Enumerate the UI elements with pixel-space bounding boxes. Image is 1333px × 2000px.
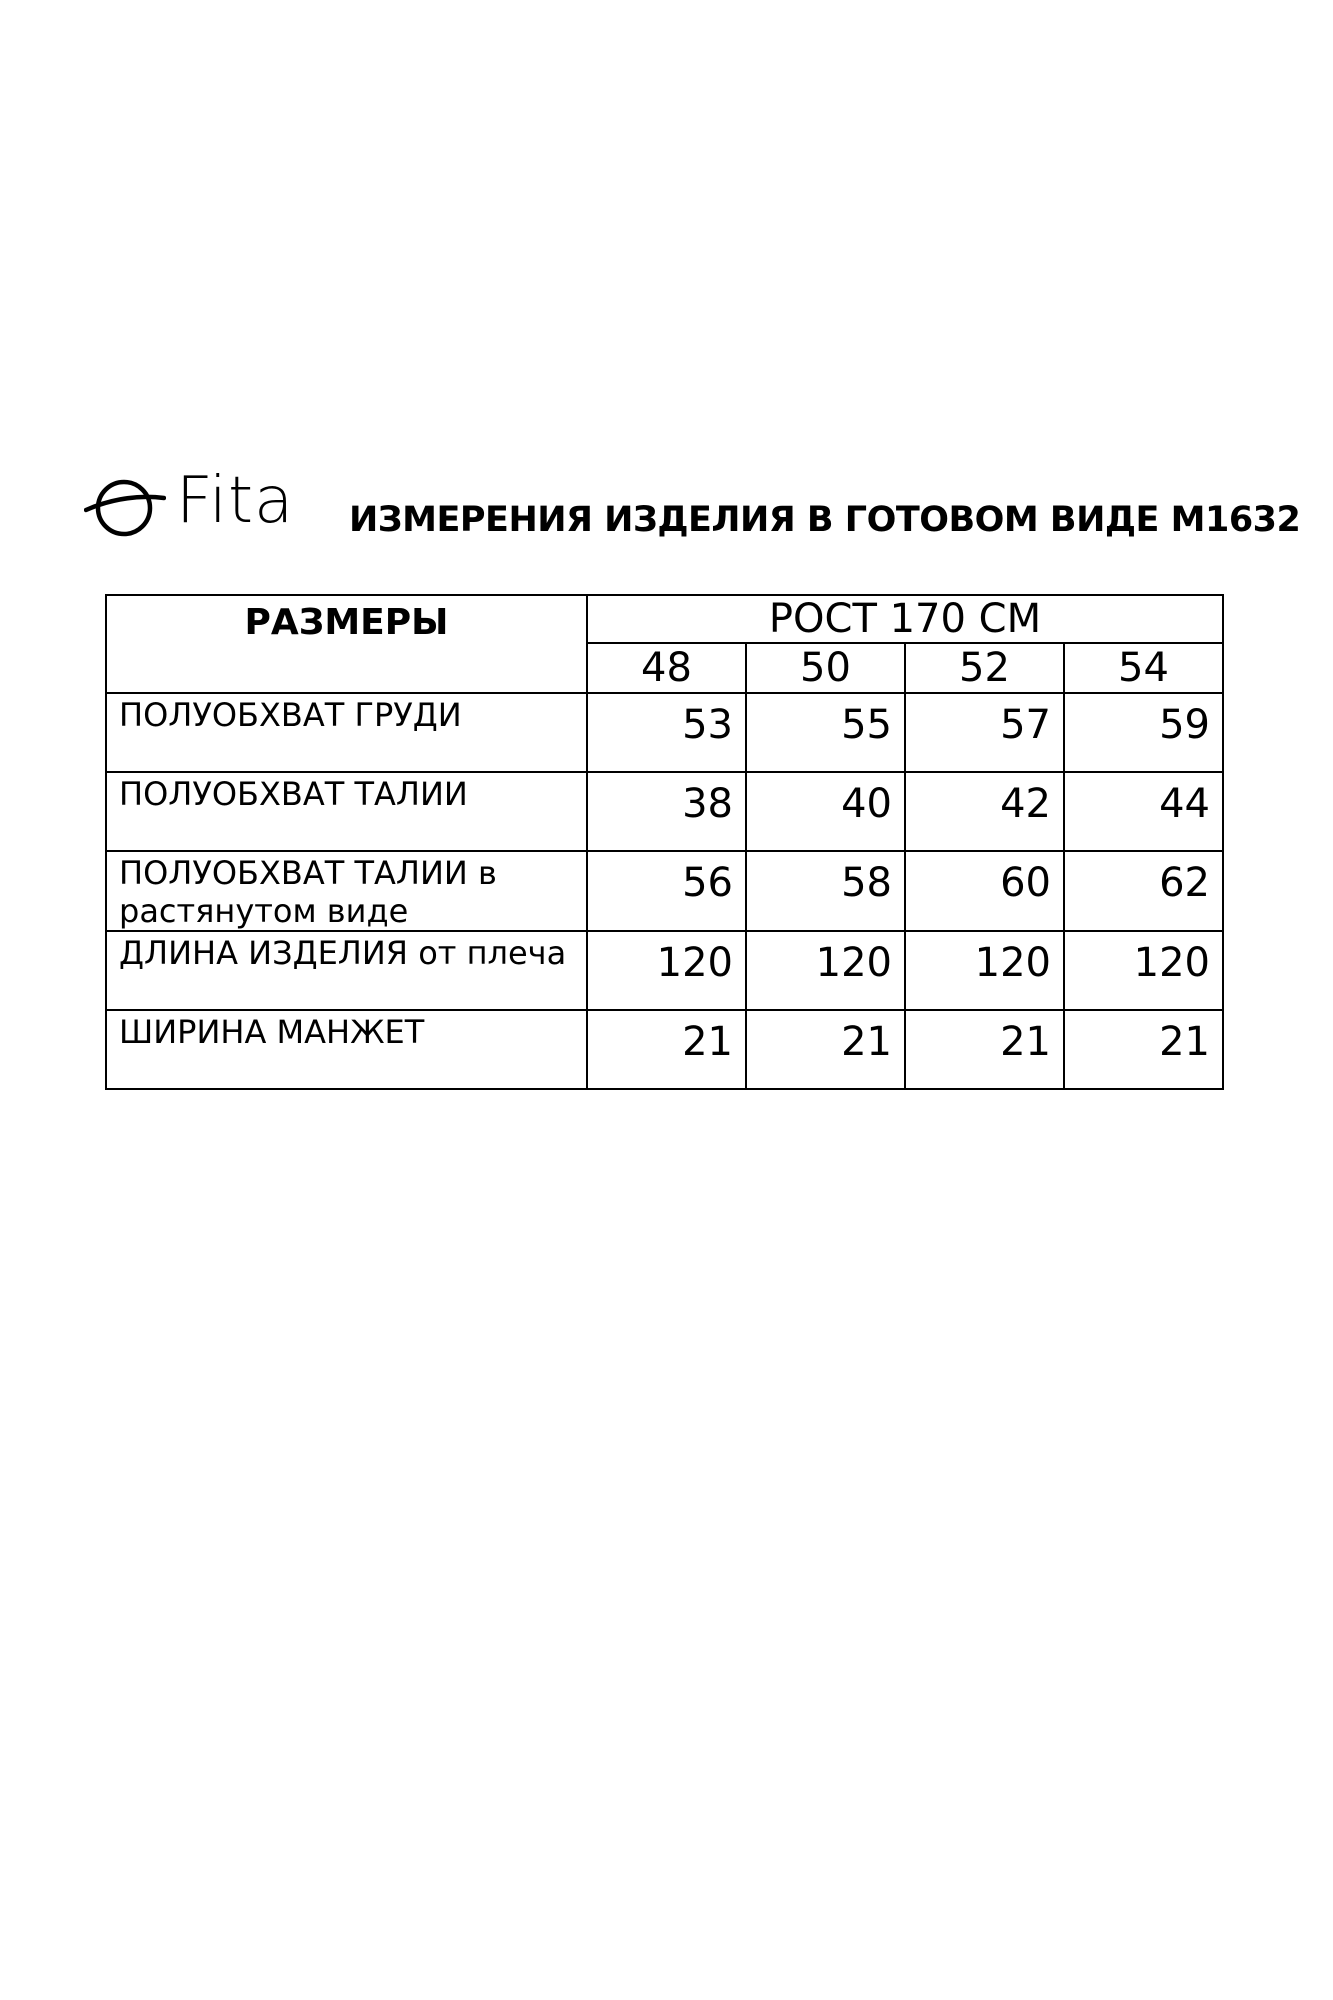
table-row [106,693,1223,772]
brand-name: Fita [176,464,295,538]
measurement-value: 59 [1064,693,1223,772]
size-chart-table [105,594,1224,1090]
measurement-value: 44 [1064,772,1223,851]
measurement-label: ПОЛУОБХВАТ ТАЛИИ [106,772,587,851]
size-header-cell: 50 [746,643,905,693]
measurement-value: 56 [587,851,746,931]
measurement-value: 38 [587,772,746,851]
measurement-value: 21 [905,1010,1064,1089]
size-header-cell: 48 [587,643,746,693]
height-header: РОСТ 170 СМ [587,595,1223,643]
measurement-value: 40 [746,772,905,851]
size-header-cell: 52 [905,643,1064,693]
measurement-value: 120 [1064,931,1223,1010]
measurement-value: 55 [746,693,905,772]
measurement-value: 21 [587,1010,746,1089]
document-title: ИЗМЕРЕНИЯ ИЗДЕЛИЯ В ГОТОВОМ ВИДЕ М1632 [349,500,1301,540]
measurement-value: 60 [905,851,1064,931]
sizes-header: РАЗМЕРЫ [106,595,587,693]
brand-logo [84,464,295,540]
measurement-value: 21 [746,1010,905,1089]
measurement-value: 120 [746,931,905,1010]
measurement-label: ПОЛУОБХВАТ ТАЛИИ в растянутом виде [106,851,587,931]
measurement-value: 120 [905,931,1064,1010]
measurement-label: ШИРИНА МАНЖЕТ [106,1010,587,1089]
measurement-value: 21 [1064,1010,1223,1089]
size-header-cell: 54 [1064,643,1223,693]
measurement-label: ДЛИНА ИЗДЕЛИЯ от плеча [106,931,587,1010]
measurement-value: 57 [905,693,1064,772]
table-row [106,1010,1223,1089]
table-row [106,851,1223,931]
measurement-label: ПОЛУОБХВАТ ГРУДИ [106,693,587,772]
measurement-value: 62 [1064,851,1223,931]
table-header-row [106,595,1223,643]
measurement-value: 42 [905,772,1064,851]
table-row [106,931,1223,1010]
measurement-value: 120 [587,931,746,1010]
table-row [106,772,1223,851]
measurement-value: 53 [587,693,746,772]
fita-logo-icon [84,472,166,538]
measurement-value: 58 [746,851,905,931]
